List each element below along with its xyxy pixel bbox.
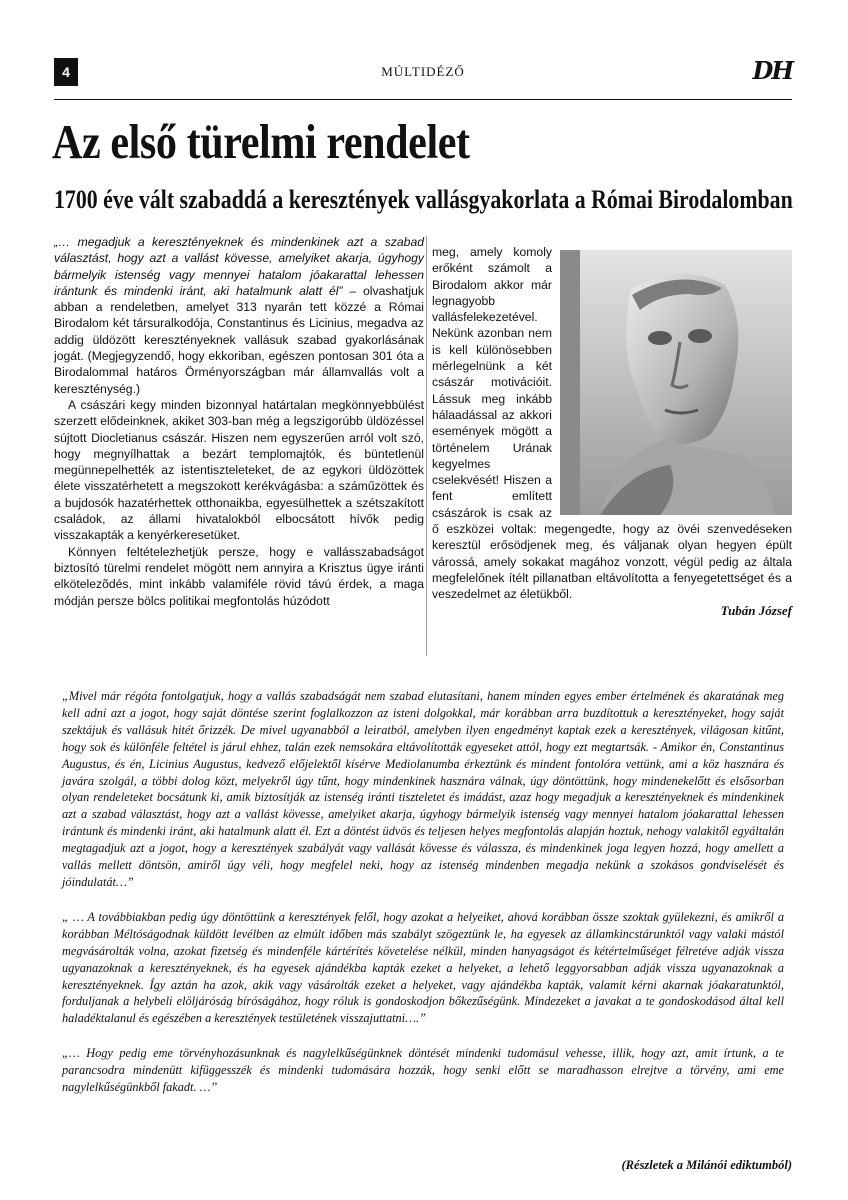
page-number: 4 bbox=[54, 58, 78, 86]
article-column-1 bbox=[54, 234, 424, 609]
article-subtitle: 1700 éve vált szabaddá a keresztények vallásgyakorlata a Római Birodalomban bbox=[54, 185, 793, 214]
column-2-text: meg, amely komoly erőként számolt a Birodalom akkor már legnagyobb vallásfelekezetével. Nekünk azonban nem is kell különösebben mérlegelnünk a két császár motivációit. Lássuk meg inkább hálaadással az akkori események mögött a történelem Urának kegyelmes cselekvését! Hiszen a fent említett császárok is csak az ő eszközei voltak: megengedte, hogy az övéi szenvedéseken keresztül erősödjenek meg, és váljanak olyan hegyen épült várossá, amely sokakat magához vonzott, végül pedig az általa megfelelőnek ítélt pillanatban eltávolította a fenyegetettséget és a veszedelmet az életükből. bbox=[432, 245, 792, 602]
header-rule bbox=[54, 99, 792, 100]
edict-quotes bbox=[62, 688, 784, 1114]
intro-text: – olvashatjuk abban a rendeletben, amelyet 313 nyarán tett közzé a Római Birodalom két társuralkodója, Constantinus és Licinius, megadva az addig üldözött keresztényeknek vallásuk szabad gyakorlásának jogát. (Megjegyzendő, hogy ekkoriban, egészen pontosan 301 óta a Birodalommal határos Örményországban már államvallás volt a kereszténység.) bbox=[54, 283, 424, 396]
quote-1: „Mivel már régóta fontolgatjuk, hogy a vallás szabadságát nem szabad elutasítani, hanem minden egyes ember értelmének és akaratának meg kell adni azt a jogot, hogy saját döntése szerint foglalkozzon az isteni dolgokkal, már korábban arra buzdítottuk a keresztényeket, hogy saját szektájuk és vallásuk hitét őrizzék. De mivel ugyanabból a leiratból, amelyben ilyen engedményt kaptak ezek a keresztények, világosan kitűnt, hogy sok és különféle feltétel is járul ehhez, talán ezek nemsokára eltávolították egyeseket attól, hogy ezt megtartsák. - Amikor én, Constantinus Augustus, és én, Licinius Augustus, kedvező előjelektől kísérve Mediolanumba érkeztünk és mindent fontolóra vettünk, ami a köz hasznára és javára szolgál, a többi dolog közt, melyekről úgy tűnt, hogy mindenkinek hasznára válnak, úgy döntöttünk, hogy mindenekelőtt és elsősorban olyan rendeleteket bocsátunk ki, amik biztosítják az istenség iránti tiszteletet és imádást, azaz hogy megadjuk a keresztényeknek és mindenkinek azt a szabad választást, hogy azt a vallást kövesse, amelyiket akarja, úgyhogy bármelyik istenség vagy mennyei hatalom jóakarattal lehessen irántunk és mindenki iránt, aki hatalmunk alatt él. Ezt a döntést üdvös és teljesen helyes megfontolás alapján hoztuk, nehogy valakitől egyáltalán megtagadjuk azt a jogot, hogy a keresztények szabályát vagy vallását kövesse és válassza, és mindenkinek joga legyen hozzá, hogy amellett a vallás mellett döntsön, amiről úgy véli, hogy megfelel neki, hogy az istenség mindenben megadja nekünk a szokásos gondviselését és jóindulatát…” bbox=[62, 689, 784, 889]
column-divider bbox=[426, 236, 427, 656]
paragraph-2: A császári kegy minden bizonnyal határtalan megkönnyebbülést szerzett elődeinknek, akiket 303-ban még a legszigorúbb üldözéssel sújtott Diocletianus császár. Hiszen nem egyszerűen arról volt szó, hogy megnyílhattak a bezárt templomajtók, és büntetlenül megünnepelhették az istentiszteleteket, de az egykori üldözöttek élete visszatérhetett a megszokott kerékvágásba: a száműzöttek és a bujdosók hazatérhettek otthonaikba, egyesülhettek a szétszakított családok, az állami hivatalokból elbocsátott hívők pedig visszakapták a kenyérkeresetüket. bbox=[54, 397, 424, 543]
constantine-bust-photo bbox=[560, 250, 792, 515]
bust-image bbox=[560, 250, 792, 515]
paragraph-3: Könnyen feltételezhetjük persze, hogy e vallásszabadságot biztosító türelmi rendelet mögött nem annyira a Krisztus ügye iránti elkötelezõdés, mint inkább valamiféle rövid távú érdek, a maga módján persze bölcs politikai megfontolás húzódott bbox=[54, 544, 424, 608]
quote-3: „… Hogy pedig eme törvényhozásunknak és nagylelkűségünknek döntését mindenki tudomásul vehesse, illik, hogy azt, amit írtunk, a te parancsodra mindenütt kifüggesszék és mindenki tudomására hozzák, hogy senki előtt se maradhasson elrejtve a törvény, ami eme nagylelkűségünkből fakadt. …” bbox=[62, 1046, 784, 1095]
intro-quote: „… megadjuk a keresztényeknek és mindenkinek azt a szabad választást, hogy azt a vallást kövesse, amelyiket akarja, úgyhogy bármelyik istenség vagy mennyei hatalom jóakarattal lehessen irántunk és mindenki iránt, aki hatalmunk alatt él” bbox=[54, 235, 424, 298]
quote-2: „ … A továbbiakban pedig úgy döntöttünk a keresztények felől, hogy azokat a helyeiket, ahová korábban össze szoktak gyülekezni, és amikről a korábban Méltóságodnak küldött levélben az elmúlt időben más szabályt szögeztünk le, ha egyesek az államkincstárunktól vagy valaki mástól megvásárolták volna, azokat fizetség és mindenféle kártérítés követelése nélkül, minden hanyagságot és kétértelműséget félretéve adják vissza ugyanazoknak a keresztényeknek, és ha egyesek ajándékba kapták ezeket a helyeket, a lehető leggyorsabban adják vissza ugyanazoknak a keresztényeknek. Így aztán ha azok, akik vagy vásárolták ezeket a helyeket, vagy ajándékba kapták, valamit kérni akarnak jóakaratunktól, forduljanak a helybeli elöljáróság bíróságához, hogy róluk is gondoskodjon bőkezűségünk. Mindezeket a javakat a te gondoskodásod által kell haladéktalanul és egészében a keresztények testületének visszajuttatni….” bbox=[62, 909, 784, 1026]
article-column-2 bbox=[432, 244, 792, 619]
intro-paragraph bbox=[54, 234, 424, 397]
page-header bbox=[54, 58, 792, 88]
quote-source: (Részletek a Milánói ediktumból) bbox=[621, 1158, 792, 1172]
author-signature: Tubán József bbox=[720, 602, 792, 618]
publication-logo: DH bbox=[752, 56, 792, 85]
section-title: MÚLTIDÉZŐ bbox=[381, 64, 465, 79]
article-title: Az első türelmi rendelet bbox=[52, 114, 470, 169]
